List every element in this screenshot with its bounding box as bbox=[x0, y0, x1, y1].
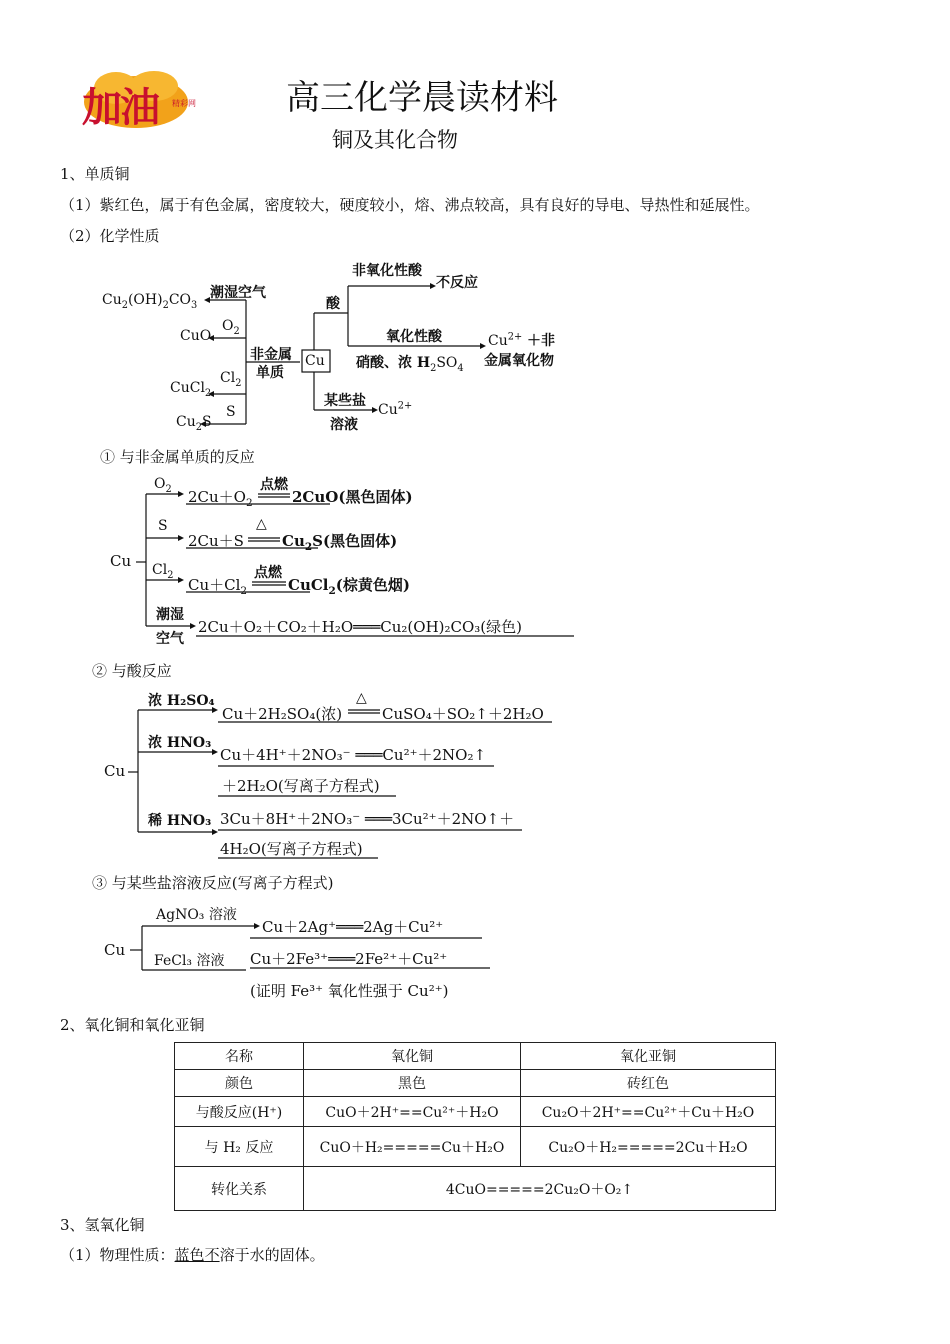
table-row bbox=[175, 1127, 776, 1167]
sub1-r4-label-1: 潮湿 bbox=[156, 607, 184, 623]
tree-cu2plus-1: $Cu^{2+}$ ＋非 bbox=[488, 331, 556, 349]
sub1-heading: ① 与非金属单质的反应 bbox=[100, 448, 255, 466]
sub1-r1-label: $O_2$ bbox=[154, 476, 172, 495]
sub1-r2-label: S bbox=[158, 518, 168, 534]
tree-salt-2: 溶液 bbox=[330, 417, 358, 433]
sub3-s1-eq: Cu＋2Ag⁺═══2Ag＋Cu²⁺ bbox=[262, 918, 444, 936]
sub1-r3-label: $Cl_2$ bbox=[152, 562, 174, 581]
sub2-a3-eq2: 4H₂O(写离子方程式) bbox=[220, 840, 363, 858]
table-cell: Cu₂O＋2H⁺==Cu²⁺＋Cu＋H₂O bbox=[521, 1097, 776, 1127]
sub2-a1-cond: △ bbox=[356, 690, 367, 706]
table-row bbox=[175, 1043, 776, 1070]
sub1-r2-right: $Cu_2S$(黑色固体) bbox=[282, 532, 398, 553]
tree-nitric: 硝酸、浓 $H_2SO_4$ bbox=[356, 355, 464, 374]
table-cell: 4CuO=====2Cu₂O＋O₂↑ bbox=[304, 1167, 776, 1211]
table-row bbox=[175, 1070, 776, 1097]
tree-cu: Cu bbox=[305, 353, 325, 369]
sub2-cu: Cu bbox=[104, 762, 126, 780]
sub1-r3-right: CuCl$_2$(棕黄色烟) bbox=[288, 576, 410, 597]
sub2-a2-eq: Cu＋4H⁺＋2NO₃⁻ ═══Cu²⁺＋2NO₂↑ bbox=[220, 746, 487, 764]
tree-o2: $O_2$ bbox=[222, 318, 240, 337]
tree-cu2plus-2: 金属氧化物 bbox=[484, 353, 554, 369]
sub1-r4-eq: 2Cu＋O₂＋CO₂＋H₂O═══Cu₂(OH)₂CO₃(绿色) bbox=[198, 618, 523, 636]
table-cell: 转化关系 bbox=[175, 1167, 304, 1211]
sub2-a3-eq: 3Cu＋8H⁺＋2NO₃⁻ ═══3Cu²⁺＋2NO↑＋ bbox=[220, 810, 515, 828]
table-cell: 黑色 bbox=[304, 1070, 521, 1097]
table-cell: CuO＋2H⁺==Cu²⁺＋H₂O bbox=[304, 1097, 521, 1127]
tree-ox-acid: 氧化性酸 bbox=[386, 329, 442, 345]
section-2-heading: 2、氧化铜和氧化亚铜 bbox=[60, 1016, 205, 1034]
sub1-r1-left: $2Cu+O_2$ bbox=[188, 488, 253, 509]
page-subtitle: 铜及其化合物 bbox=[332, 128, 458, 152]
section-1-para-2: （2）化学性质 bbox=[60, 227, 160, 245]
tree-cu2s: $Cu_2S$ bbox=[176, 414, 212, 433]
table-cell: 与酸反应(H⁺) bbox=[175, 1097, 304, 1127]
table-row bbox=[175, 1097, 776, 1127]
table-cell: 颜色 bbox=[175, 1070, 304, 1097]
sub1-r3-cond: 点燃 bbox=[254, 565, 282, 581]
tree-nonmetal-2: 单质 bbox=[256, 365, 284, 381]
section-3-para-1: （1）物理性质：蓝色不溶于水的固体。 bbox=[60, 1246, 325, 1264]
table-header-cell: 氧化亚铜 bbox=[521, 1043, 776, 1070]
section-1-para-1: （1）紫红色，属于有色金属，密度较大，硬度较小，熔、沸点较高，具有良好的导电、导热性和延展性。 bbox=[60, 196, 760, 214]
logo-small-text: 精彩网 bbox=[172, 99, 196, 108]
table-header-cell: 名称 bbox=[175, 1043, 304, 1070]
tree-moist-air: 潮湿空气 bbox=[210, 285, 266, 301]
sub1-r4-label-2: 空气 bbox=[156, 631, 184, 647]
sub1-r3-left: $Cu+Cl_2$ bbox=[188, 576, 248, 597]
section-1-heading: 1、单质铜 bbox=[60, 165, 130, 183]
sub1-r1-cond: 点燃 bbox=[260, 477, 288, 493]
table-row bbox=[175, 1167, 776, 1211]
tree-salt-1: 某些盐 bbox=[324, 393, 366, 409]
sub2-a2-label: 浓 HNO₃ bbox=[148, 735, 212, 751]
sub3-heading: ③ 与某些盐溶液反应(写离子方程式) bbox=[92, 874, 334, 892]
tree-acid: 酸 bbox=[326, 296, 340, 312]
table-header-cell: 氧化铜 bbox=[304, 1043, 521, 1070]
section-3-heading: 3、氢氧化铜 bbox=[60, 1216, 145, 1234]
table-cell: CuO＋H₂=====Cu＋H₂O bbox=[304, 1127, 521, 1167]
tree-cu2plus-salt: $Cu^{2+}$ bbox=[378, 400, 413, 418]
tree-cu2oh2co3: $Cu_2(OH)_2CO_3$ bbox=[102, 292, 198, 311]
tree-cucl2: CuCl$_2$ bbox=[170, 380, 212, 399]
sub3-s2-label: FeCl₃ 溶液 bbox=[154, 953, 225, 969]
sub3-cu: Cu bbox=[104, 941, 126, 959]
tree-no-reaction: 不反应 bbox=[436, 275, 478, 291]
oxide-table bbox=[174, 1042, 776, 1211]
page-title: 高三化学晨读材料 bbox=[286, 78, 558, 118]
sub2-a1-label: 浓 H₂SO₄ bbox=[148, 693, 215, 709]
sub2-a2-eq2: ＋2H₂O(写离子方程式) bbox=[222, 777, 380, 795]
sub3-s1-label: AgNO₃ 溶液 bbox=[156, 907, 237, 923]
table-cell: 砖红色 bbox=[521, 1070, 776, 1097]
tree-cl2: $Cl_2$ bbox=[220, 370, 242, 389]
sub2-a1-left: Cu＋2H₂SO₄(浓) bbox=[222, 705, 343, 723]
sub2-a1-right: CuSO₄＋SO₂↑＋2H₂O bbox=[382, 705, 544, 723]
sub1-r1-right: 2CuO(黑色固体) bbox=[292, 488, 413, 506]
tree-cuo: CuO bbox=[180, 328, 212, 344]
sub2-heading: ② 与酸反应 bbox=[92, 662, 172, 680]
sub2-a3-label: 稀 HNO₃ bbox=[148, 813, 212, 829]
sub1-r2-left: 2Cu＋S bbox=[188, 532, 244, 550]
sub3-s2-note: (证明 Fe³⁺ 氧化性强于 Cu²⁺) bbox=[250, 982, 449, 1000]
table-cell: 与 H₂ 反应 bbox=[175, 1127, 304, 1167]
logo-text: 加油 bbox=[82, 85, 158, 131]
tree-nonox-acid: 非氧化性酸 bbox=[352, 263, 422, 279]
tree-s: S bbox=[226, 404, 236, 420]
sub1-r2-cond: △ bbox=[256, 516, 267, 532]
sub1-cu: Cu bbox=[110, 552, 132, 570]
sub3-s2-eq: Cu＋2Fe³⁺═══2Fe²⁺＋Cu²⁺ bbox=[250, 950, 448, 968]
table-cell: Cu₂O＋H₂=====2Cu＋H₂O bbox=[521, 1127, 776, 1167]
tree-nonmetal-1: 非金属 bbox=[250, 347, 292, 363]
